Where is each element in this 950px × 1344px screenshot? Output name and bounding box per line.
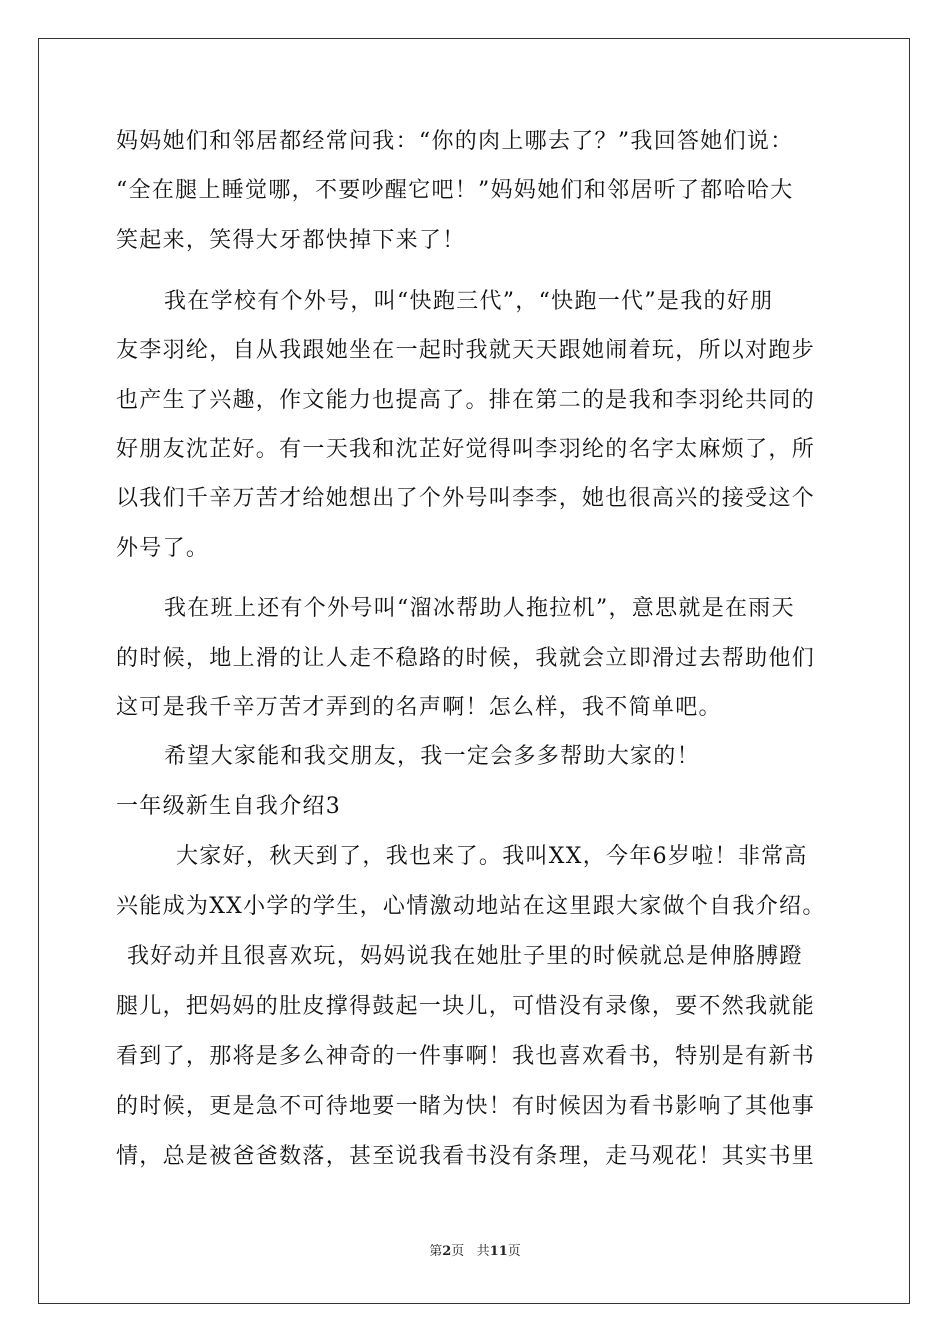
text-line: 也产生了兴趣，作文能力也提高了。排在第二的是我和李羽纶共同的 [116,388,816,413]
text-line: “全在腿上睡觉哪，不要吵醒它吧！”妈妈她们和邻居听了都哈哈大 [116,178,794,203]
text-line: 腿儿，把妈妈的肚皮撑得鼓起一块儿，可惜没有录像，要不然我就能 [116,994,816,1019]
text-line: 的时候，地上滑的让人走不稳路的时候，我就会立即滑过去帮助他们 [116,646,816,671]
text-line: 情，总是被爸爸数落，甚至说我看书没有条理，走马观花！其实书里 [116,1144,816,1169]
text-line: 的时候，更是急不可待地要一睹为快！有时候因为看书影响了其他事 [116,1094,816,1119]
paragraph-start-line: 我在学校有个外号，叫“快跑三代”，“快跑一代”是我的好朋 [164,289,774,314]
page-prefix: 第 [429,1244,443,1259]
paragraph-start-line: 希望大家能和我交朋友，我一定会多多帮助大家的！ [164,744,700,769]
text-line: 笑起来，笑得大牙都快掉下来了！ [116,228,466,253]
total-prefix: 共 [476,1244,490,1259]
page-number: 2 [442,1244,452,1259]
page-footer [0,1243,950,1261]
text-line: 看到了，那将是多么神奇的一件事啊！我也喜欢看书，特别是有新书 [116,1044,816,1069]
paragraph-start-line: 我好动并且很喜欢玩，妈妈说我在她肚子里的时候就总是伸胳膊蹬 [127,944,803,969]
text-line: 以我们千辛万苦才给她想出了个外号叫李李，她也很高兴的接受这个 [116,486,816,511]
text-line: 妈妈她们和邻居都经常问我：“你的肉上哪去了？”我回答她们说： [116,129,794,154]
text-line: 这可是我千辛万苦才弄到的名声啊！怎么样，我不简单吧。 [116,695,722,720]
text-line: 好朋友沈芷好。有一天我和沈芷好觉得叫李羽纶的名字太麻烦了，所 [116,437,816,462]
total-pages: 11 [489,1244,508,1259]
section-heading: 一年级新生自我介绍3 [116,794,341,819]
text-line: 兴能成为XX小学的学生，心情激动地站在这里跟大家做个自我介绍。 [116,894,826,919]
total-suffix: 页 [507,1244,521,1259]
page-suffix: 页 [451,1244,465,1259]
text-line: 友李羽纶，自从我跟她坐在一起时我就天天跟她闹着玩，所以对跑步 [116,338,816,363]
text-line: 外号了。 [116,536,210,561]
paragraph-start-line: 我在班上还有个外号叫“溜冰帮助人拖拉机”，意思就是在雨天 [164,596,795,621]
paragraph-start-line: 大家好，秋天到了，我也来了。我叫XX，今年6岁啦！非常高 [176,844,808,869]
